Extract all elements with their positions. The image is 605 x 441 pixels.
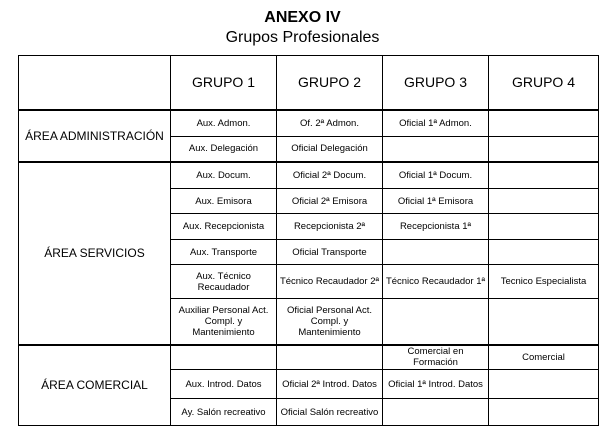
table-cell: Recepcionista 1ª xyxy=(383,214,489,240)
header-grupo-2: GRUPO 2 xyxy=(277,56,383,110)
table-cell: Técnico Recaudador 1ª xyxy=(383,265,489,299)
table-cell: Oficial 2ª Introd. Datos xyxy=(277,370,383,399)
table-cell: Aux. Introd. Datos xyxy=(171,370,277,399)
table-cell: Oficial 1ª Docum. xyxy=(383,162,489,189)
table-cell xyxy=(489,214,599,240)
table-cell xyxy=(171,345,277,370)
table-cell xyxy=(489,110,599,137)
table-row xyxy=(19,345,599,370)
table-cell xyxy=(489,162,599,189)
table-row xyxy=(19,110,599,137)
table-cell: Tecnico Especialista xyxy=(489,265,599,299)
table-cell xyxy=(383,240,489,265)
table-cell: Aux. Docum. xyxy=(171,162,277,189)
table-cell xyxy=(277,345,383,370)
table-cell xyxy=(489,137,599,162)
table-cell: Oficial 1ª Introd. Datos xyxy=(383,370,489,399)
document-subtitle: Grupos Profesionales xyxy=(225,29,380,46)
table-cell: Oficial 2ª Docum. xyxy=(277,162,383,189)
table-cell xyxy=(383,137,489,162)
table-cell: Comercial en Formación xyxy=(383,345,489,370)
table-cell: Oficial 2ª Emisora xyxy=(277,189,383,214)
table-cell: Oficial Delegación xyxy=(277,137,383,162)
table-cell: Oficial Personal Act. Compl. y Mantenimiento xyxy=(277,299,383,345)
table-cell: Auxiliar Personal Act. Compl. y Mantenimiento xyxy=(171,299,277,345)
table-cell: Recepcionista 2ª xyxy=(277,214,383,240)
table-cell: Aux. Delegación xyxy=(171,137,277,162)
table-cell: Aux. Recepcionista xyxy=(171,214,277,240)
table-cell xyxy=(489,370,599,399)
table-cell: Oficial 1ª Emisora xyxy=(383,189,489,214)
table-cell xyxy=(383,299,489,345)
table-cell: Comercial xyxy=(489,345,599,370)
header-grupo-1: GRUPO 1 xyxy=(171,56,277,110)
table-cell: Aux. Técnico Recaudador xyxy=(171,265,277,299)
area-label-administracion: ÁREA ADMINISTRACIÓN xyxy=(19,110,171,162)
table-cell: Oficial Transporte xyxy=(277,240,383,265)
area-label-comercial: ÁREA COMERCIAL xyxy=(19,345,171,426)
table-cell: Aux. Emisora xyxy=(171,189,277,214)
table-cell xyxy=(489,189,599,214)
table-cell: Ay. Salón recreativo xyxy=(171,399,277,426)
professional-groups-table xyxy=(18,55,599,426)
table-cell: Aux. Admon. xyxy=(171,110,277,137)
table-row xyxy=(19,162,599,189)
header-grupo-3: GRUPO 3 xyxy=(383,56,489,110)
header-corner-cell xyxy=(19,56,171,110)
table-cell: Técnico Recaudador 2ª xyxy=(277,265,383,299)
table-cell: Oficial Salón recreativo xyxy=(277,399,383,426)
header-grupo-4: GRUPO 4 xyxy=(489,56,599,110)
table-cell: Of. 2ª Admon. xyxy=(277,110,383,137)
area-label-servicios: ÁREA SERVICIOS xyxy=(19,162,171,345)
table-cell xyxy=(489,399,599,426)
document-title: ANEXO IV xyxy=(264,9,341,26)
table-cell xyxy=(383,399,489,426)
table-cell: Oficial 1ª Admon. xyxy=(383,110,489,137)
table-cell xyxy=(489,240,599,265)
table-cell: Aux. Transporte xyxy=(171,240,277,265)
table-cell xyxy=(489,299,599,345)
header-row xyxy=(19,56,599,110)
